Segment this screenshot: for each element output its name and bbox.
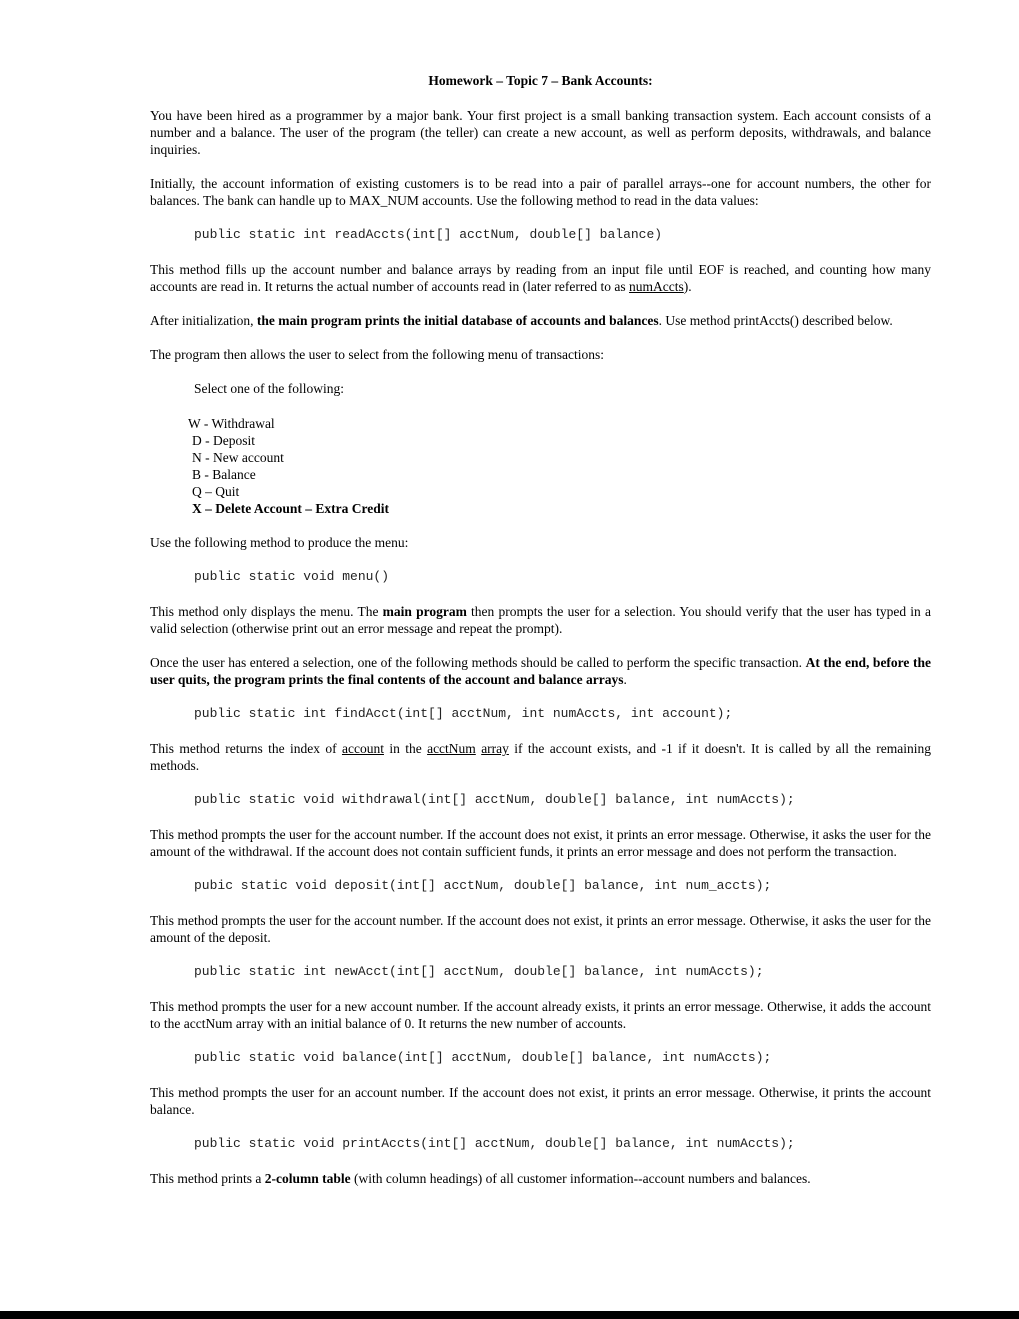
code-withdrawal: public static void withdrawal(int[] acctNum, double[] balance, int numAccts); [194,792,795,807]
menu-intro-paragraph: The program then allows the user to select from the following menu of transactions: [150,347,605,362]
balance-description: This method prompts the user for an account number. If the account does not exist, it prints an error message. Otherwise, it prints the account balance. [150,1085,931,1117]
menu-item-withdrawal: W - Withdrawal [188,416,275,431]
menu-list [188,415,931,517]
menu-item-balance: B - Balance [192,467,256,482]
menu-item-delete-account: X – Delete Account – Extra Credit [192,501,389,516]
menu-item-new-account: N - New account [192,450,284,465]
page-title: Homework – Topic 7 – Bank Accounts: [428,73,653,88]
code-newAcct: public static int newAcct(int[] acctNum, double[] balance, int numAccts); [194,964,764,979]
code-deposit: pubic static void deposit(int[] acctNum, double[] balance, int num_accts); [194,878,772,893]
numAccts-term: numAccts [629,279,684,294]
homework-document [150,72,931,1204]
menu-description: This method only displays the menu. The main program then prompts the user for a selection. You should verify that the user has typed in a valid selection (otherwise print out an error message and repeat the prompt). [150,604,931,636]
code-findAcct: public static int findAcct(int[] acctNum, int numAccts, int account); [194,706,733,721]
code-menu: public static void menu() [194,569,390,584]
intro-paragraph: You have been hired as a programmer by a major bank. Your first project is a small banking transaction system. Each account consists of a number and a balance. The user of the program (the teller) can create a new account, as well as perform deposits, withdrawals, and balance inquiries. [150,108,931,157]
print-initial-paragraph: After initialization, the main program prints the initial database of accounts and balances. Use method printAccts() described below. [150,313,893,328]
findAcct-description: This method returns the index of account in the acctNum array if the account exists, and -1 if it doesn't. It is called by all the remaining methods. [150,741,931,773]
code-printAccts: public static void printAccts(int[] acctNum, double[] balance, int numAccts); [194,1136,795,1151]
readAccts-description: This method fills up the account number and balance arrays by reading from an input file until EOF is reached, and counting how many accounts are read in. It returns the actual number of accounts read in (later referred to as numAccts). [150,262,931,294]
menu-heading: Select one of the following: [194,381,344,396]
transaction-paragraph: Once the user has entered a selection, one of the following methods should be called to perform the specific transaction. At the end, before the user quits, the program prints the final contents of the account and balance arrays. [150,655,931,687]
withdrawal-description: This method prompts the user for the account number. If the account does not exist, it prints an error message. Otherwise, it asks the user for the amount of the withdrawal. If the account does not contain sufficient funds, it prints an error message and does not perform the transaction. [150,827,931,859]
code-readAccts: public static int readAccts(int[] acctNum, double[] balance) [194,227,663,242]
code-balance: public static void balance(int[] acctNum, double[] balance, int numAccts); [194,1050,772,1065]
initialization-paragraph: Initially, the account information of existing customers is to be read into a pair of parallel arrays--one for account numbers, the other for balances. The bank can handle up to MAX_NUM accounts. Use the following method to read in the data values: [150,176,931,208]
bottom-border [0,1311,1019,1319]
newAcct-description: This method prompts the user for a new account number. If the account already exists, it prints an error message. Otherwise, it adds the account to the acctNum array with an initial balance of 0. It returns the new number of accounts. [150,999,931,1031]
deposit-description: This method prompts the user for the account number. If the account does not exist, it prints an error message. Otherwise, it asks the user for the amount of the deposit. [150,913,931,945]
menu-item-deposit: D - Deposit [192,433,255,448]
menu-method-paragraph: Use the following method to produce the menu: [150,535,409,550]
menu-item-quit: Q – Quit [192,484,240,499]
printAccts-description: This method prints a 2-column table (with column headings) of all customer information--account numbers and balances. [150,1171,811,1186]
